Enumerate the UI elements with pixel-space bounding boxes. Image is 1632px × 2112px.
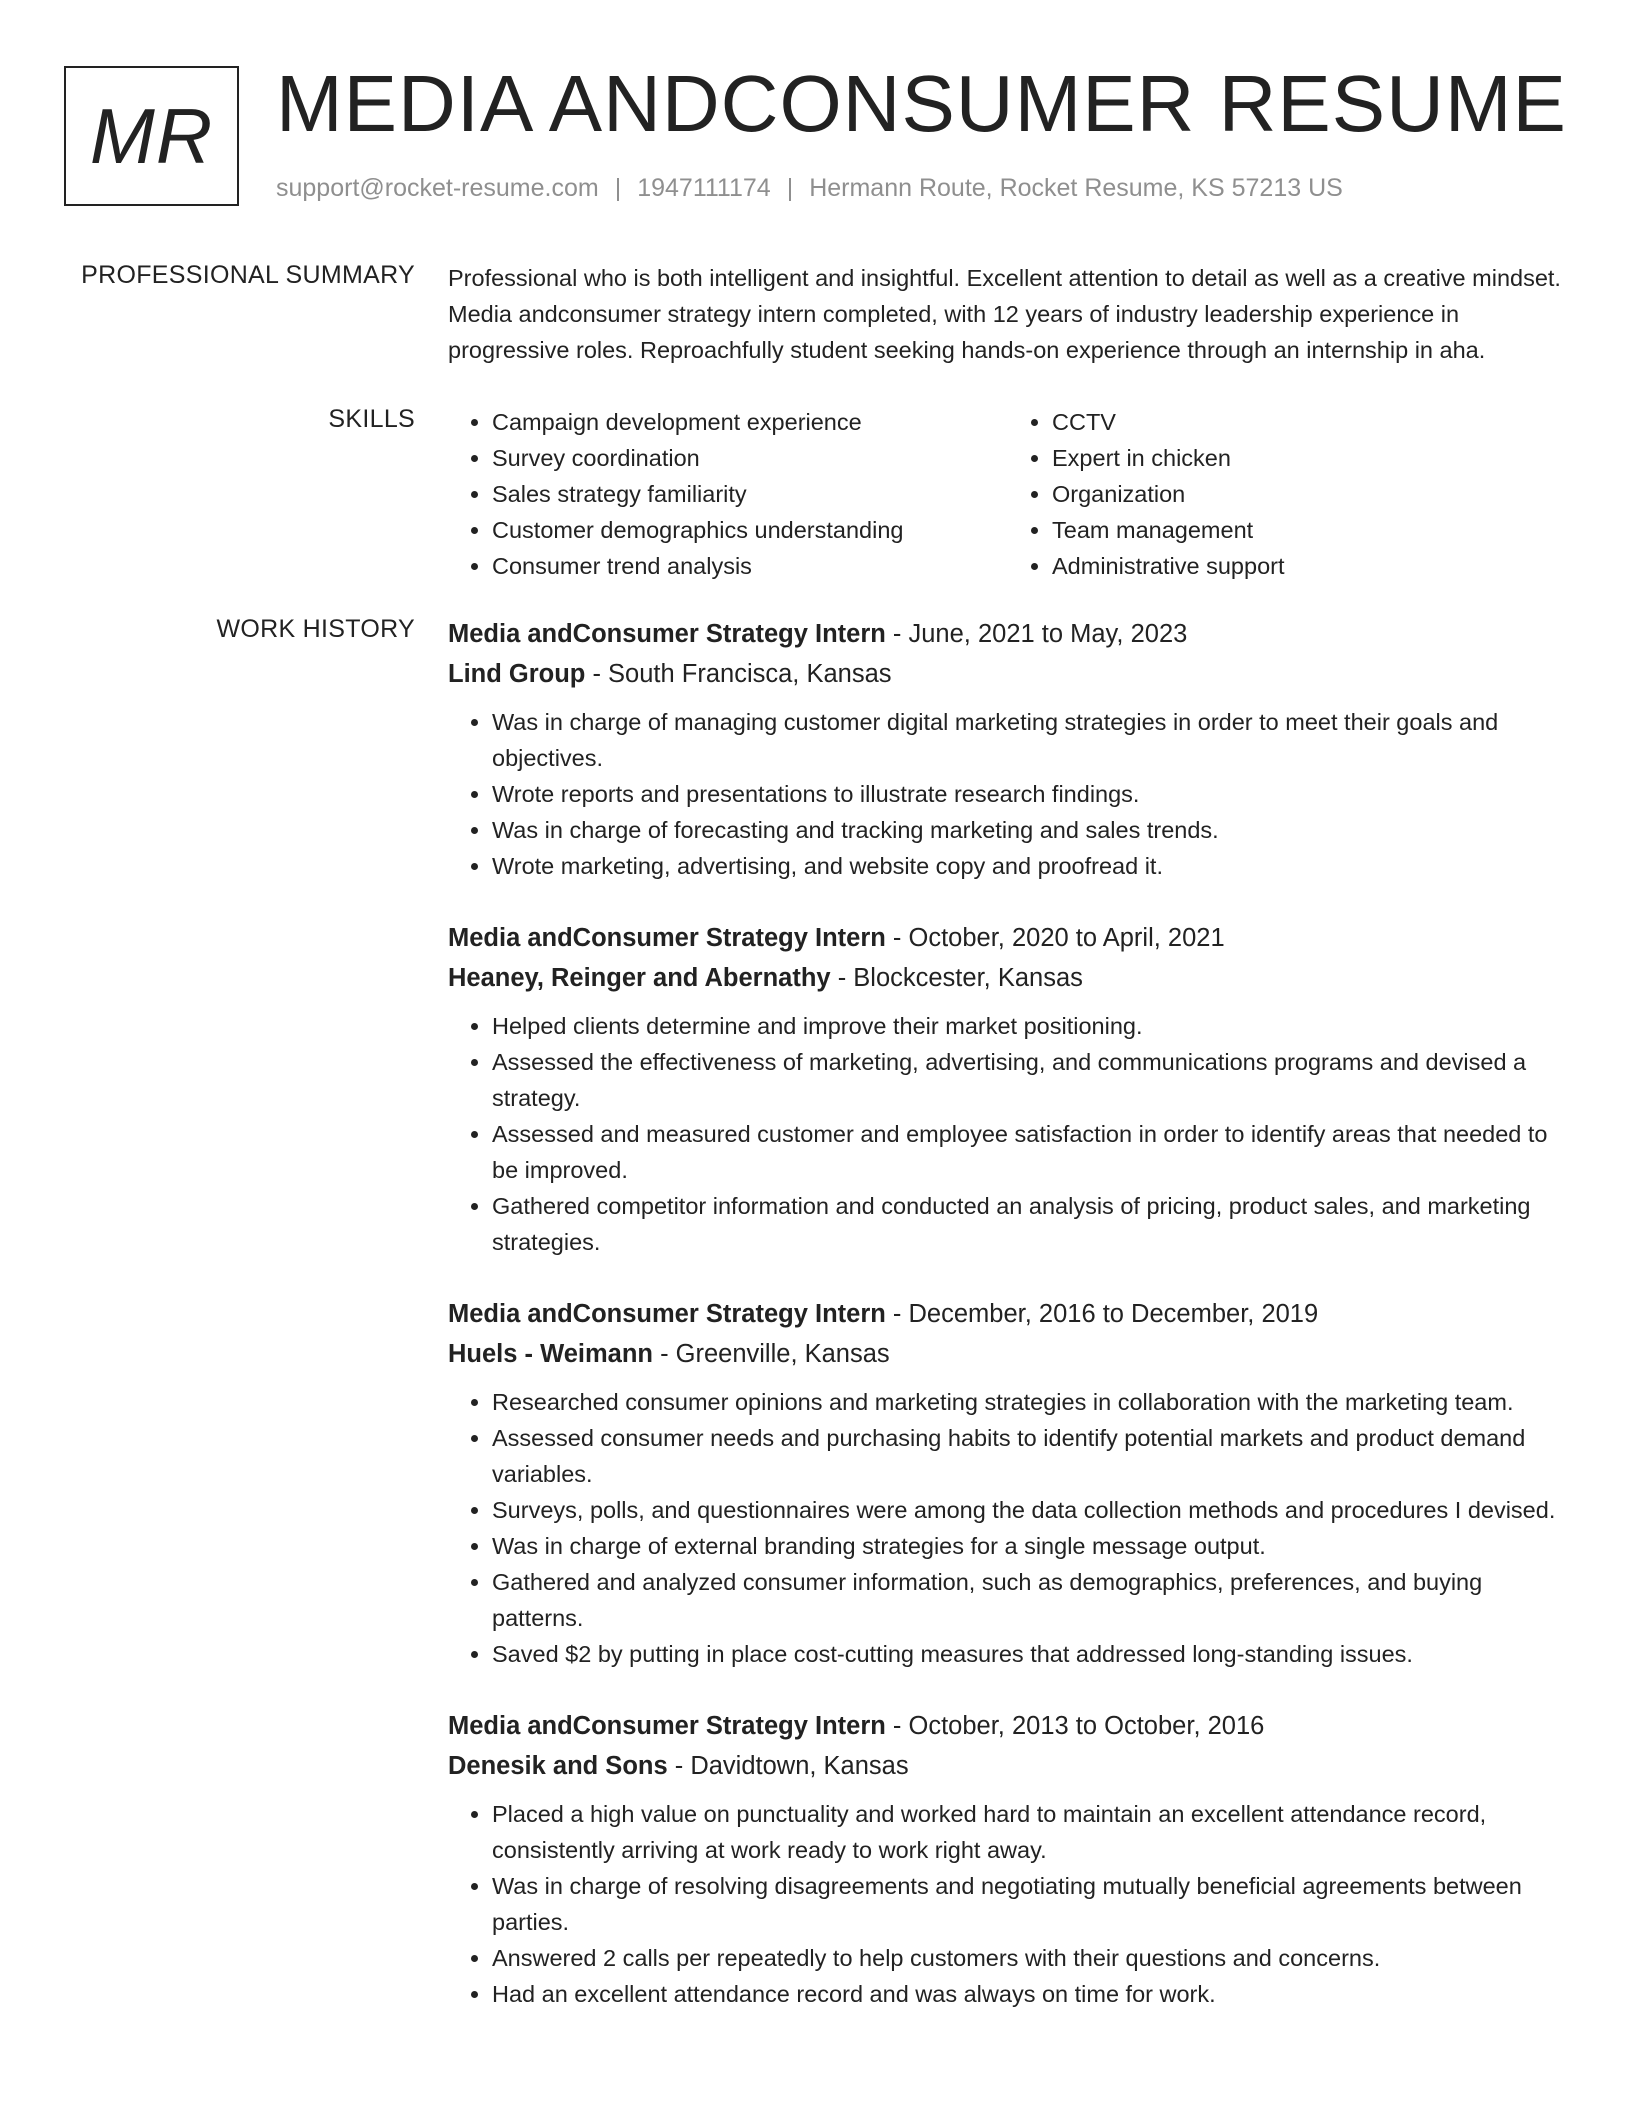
job-location: - Greenville, Kansas xyxy=(652,1340,890,1368)
work-history-section xyxy=(0,614,1632,2046)
job-dates: - December, 2016 to December, 2019 xyxy=(885,1300,1319,1328)
job-bullet: • Gathered and analyzed consumer information, such as demographics, preferences, and buying patterns. xyxy=(492,1564,1568,1636)
skills-section xyxy=(0,404,1632,584)
job-location: - Davidtown, Kansas xyxy=(667,1752,909,1780)
job-entry xyxy=(448,614,1568,884)
job-company-line xyxy=(448,1746,1568,1786)
contact-separator: | xyxy=(786,174,794,202)
job-bullet: • Answered 2 calls per repeatedly to help customers with their questions and concerns. xyxy=(492,1940,1568,1976)
contact-separator: | xyxy=(614,174,622,202)
skill-item: • Consumer trend analysis xyxy=(492,548,1008,584)
contact-address: Hermann Route, Rocket Resume, KS 57213 US xyxy=(809,174,1343,202)
job-bullet: • Had an excellent attendance record and was always on time for work. xyxy=(492,1976,1568,2012)
resume-title: MEDIA ANDCONSUMER RESUME xyxy=(276,59,1567,148)
job-bullet: • Wrote marketing, advertising, and website copy and proofread it. xyxy=(492,848,1568,884)
job-location: - Blockcester, Kansas xyxy=(830,964,1083,992)
job-bullet: • Was in charge of external branding strategies for a single message output. xyxy=(492,1528,1568,1564)
contact-email: support@rocket-resume.com xyxy=(276,174,599,202)
job-title: Media andConsumer Strategy Intern xyxy=(448,924,886,952)
job-company: Heaney, Reinger and Abernathy xyxy=(448,964,831,992)
job-company-line xyxy=(448,958,1568,998)
job-bullet: • Researched consumer opinions and marketing strategies in collaboration with the marketing team. xyxy=(492,1384,1568,1420)
job-company-line xyxy=(448,1334,1568,1374)
job-dates: - October, 2013 to October, 2016 xyxy=(885,1712,1265,1740)
skills-list-right xyxy=(1008,404,1568,584)
job-bullet: • Saved $2 by putting in place cost-cutting measures that addressed long-standing issues. xyxy=(492,1636,1568,1672)
job-bullets xyxy=(448,704,1568,884)
job-bullet: • Assessed and measured customer and employee satisfaction in order to identify areas that needed to be improved. xyxy=(492,1116,1568,1188)
job-title: Media andConsumer Strategy Intern xyxy=(448,620,886,648)
skill-item: • Sales strategy familiarity xyxy=(492,476,1008,512)
monogram-initials: MR xyxy=(89,91,214,180)
job-bullet: • Wrote reports and presentations to illustrate research findings. xyxy=(492,776,1568,812)
skill-item: • Survey coordination xyxy=(492,440,1008,476)
job-bullet: • Placed a high value on punctuality and worked hard to maintain an excellent attendance record, consistently arriving at work ready to work right away. xyxy=(492,1796,1568,1868)
summary-text: Professional who is both intelligent and insightful. Excellent attention to detail as well as a creative mindset. Media andconsumer strategy intern completed, with 12 years of industry leadership experience in progressive roles. Reproachfully student seeking hands-on experience through an internship in aha. xyxy=(448,265,1561,363)
skill-item: • Team management xyxy=(1052,512,1568,548)
skill-item: • Customer demographics understanding xyxy=(492,512,1008,548)
contact-line xyxy=(276,174,1343,203)
section-heading-summary: PROFESSIONAL SUMMARY xyxy=(81,261,415,289)
job-company-line xyxy=(448,654,1568,694)
job-entry xyxy=(448,918,1568,1260)
job-title-line xyxy=(448,1294,1568,1334)
job-bullets xyxy=(448,1008,1568,1260)
job-company: Lind Group xyxy=(448,660,586,688)
job-title-line xyxy=(448,1706,1568,1746)
resume-header xyxy=(64,59,1567,216)
skill-item: • CCTV xyxy=(1052,404,1568,440)
job-title-line xyxy=(448,918,1568,958)
job-bullet: • Gathered competitor information and conducted an analysis of pricing, product sales, and marketing strategies. xyxy=(492,1188,1568,1260)
job-bullet: • Assessed consumer needs and purchasing habits to identify potential markets and product demand variables. xyxy=(492,1420,1568,1492)
job-bullet: • Was in charge of forecasting and tracking marketing and sales trends. xyxy=(492,812,1568,848)
summary-section xyxy=(0,260,1632,368)
job-title: Media andConsumer Strategy Intern xyxy=(448,1712,886,1740)
skill-item: • Campaign development experience xyxy=(492,404,1008,440)
contact-phone: 1947111174 xyxy=(637,174,771,202)
job-dates: - June, 2021 to May, 2023 xyxy=(885,620,1188,648)
skill-item: • Organization xyxy=(1052,476,1568,512)
skill-item: • Expert in chicken xyxy=(1052,440,1568,476)
skill-item: • Administrative support xyxy=(1052,548,1568,584)
section-heading-skills: SKILLS xyxy=(328,405,415,433)
section-heading-work-history: WORK HISTORY xyxy=(216,615,415,643)
job-company: Huels - Weimann xyxy=(448,1340,653,1368)
job-bullet: • Assessed the effectiveness of marketing, advertising, and communications programs and devised a strategy. xyxy=(492,1044,1568,1116)
job-title-line xyxy=(448,614,1568,654)
job-bullet: • Surveys, polls, and questionnaires were among the data collection methods and procedures I devised. xyxy=(492,1492,1568,1528)
job-bullets xyxy=(448,1796,1568,2012)
resume-content xyxy=(0,260,1632,2046)
job-bullet: • Helped clients determine and improve their market positioning. xyxy=(492,1008,1568,1044)
skills-list-left xyxy=(448,404,1008,584)
job-dates: - October, 2020 to April, 2021 xyxy=(885,924,1225,952)
job-entry xyxy=(448,1294,1568,1672)
job-location: - South Francisca, Kansas xyxy=(585,660,892,688)
job-bullet: • Was in charge of managing customer digital marketing strategies in order to meet their goals and objectives. xyxy=(492,704,1568,776)
job-bullets xyxy=(448,1384,1568,1672)
job-bullet: • Was in charge of resolving disagreements and negotiating mutually beneficial agreements between parties. xyxy=(492,1868,1568,1940)
job-title: Media andConsumer Strategy Intern xyxy=(448,1300,886,1328)
job-company: Denesik and Sons xyxy=(448,1752,668,1780)
job-entry xyxy=(448,1706,1568,2012)
monogram-box xyxy=(64,66,239,206)
